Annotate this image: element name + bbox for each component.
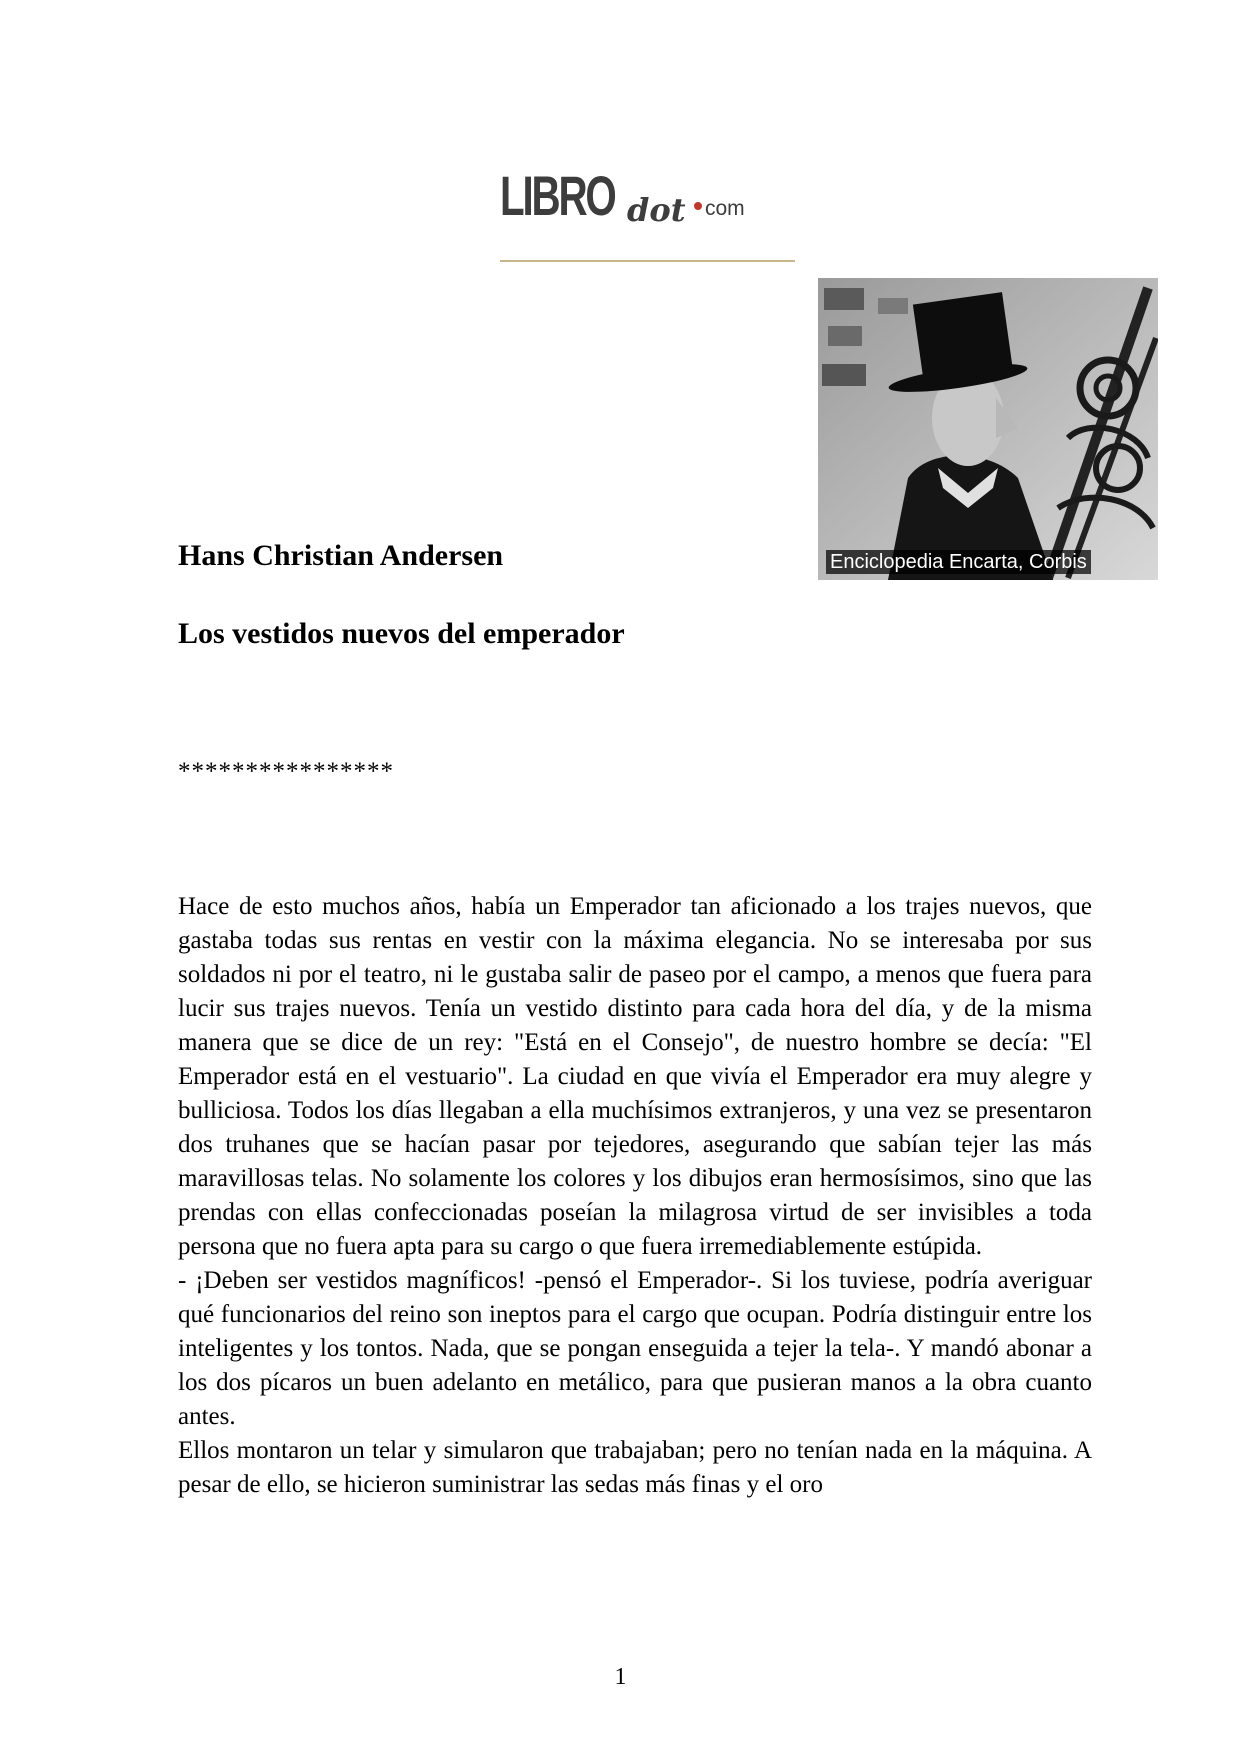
librodot-logo: [500, 164, 795, 265]
logo-underline: [500, 260, 795, 262]
logo-wordmark: LIBRO: [500, 164, 615, 227]
paragraph: - ¡Deben ser vestidos magníficos! -pensó el Emperador-. Si los tuviese, podría averiguar qué funcionarios del reino son ineptos para el cargo que ocupan. Podría distinguir entre los inteligentes y los tontos. Nada, que se pongan enseguida a tejer la tela-. Y mandó abonar a los dos pícaros un buen adelanto en metálico, para que pusieran manos a la obra cuanto antes.: [178, 1267, 1092, 1430]
page-number: 1: [614, 1664, 627, 1690]
paragraph: Ellos montaron un telar y simularon que trabajaban; pero no tenían nada en la máquina. A pesar de ello, se hicieron suministrar las sedas más finas y el oro: [178, 1437, 1092, 1498]
logo-com-text: com: [705, 197, 745, 220]
logo-period-mark: [694, 202, 702, 210]
story-title: Los vestidos nuevos del emperador: [178, 617, 625, 650]
photo-credit-caption: Enciclopedia Encarta, Corbis: [826, 550, 1091, 574]
author-name: Hans Christian Andersen: [178, 539, 504, 572]
logo-dot-text: dot: [627, 191, 686, 229]
section-separator: ****************: [178, 758, 394, 785]
portrait-illustration: [818, 278, 1158, 580]
story-body: [178, 890, 1092, 1502]
paragraph: Hace de esto muchos años, había un Emperador tan aficionado a los trajes nuevos, que gastaba todas sus rentas en vestir con la máxima elegancia. No se interesaba por sus soldados ni por el teatro, ni le gustaba salir de paseo por el campo, a menos que fuera para lucir sus trajes nuevos. Tenía un vestido distinto para cada hora del día, y de la misma manera que se dice de un rey: "Está en el Consejo", de nuestro hombre se decía: "El Emperador está en el vestuario". La ciudad en que vivía el Emperador era muy alegre y bulliciosa. Todos los días llegaban a ella muchísimos extranjeros, y una vez se presentaron dos truhanes que se hacían pasar por tejedores, asegurando que sabían tejer las más maravillosas telas. No solamente los colores y los dibujos eran hermosísimos, sino que las prendas con ellas confeccionadas poseían la milagrosa virtud de ser invisibles a toda persona que no fuera apta para su cargo o que fuera irremediablemente estúpida.: [178, 893, 1092, 1260]
author-portrait-photo: [818, 278, 1158, 580]
